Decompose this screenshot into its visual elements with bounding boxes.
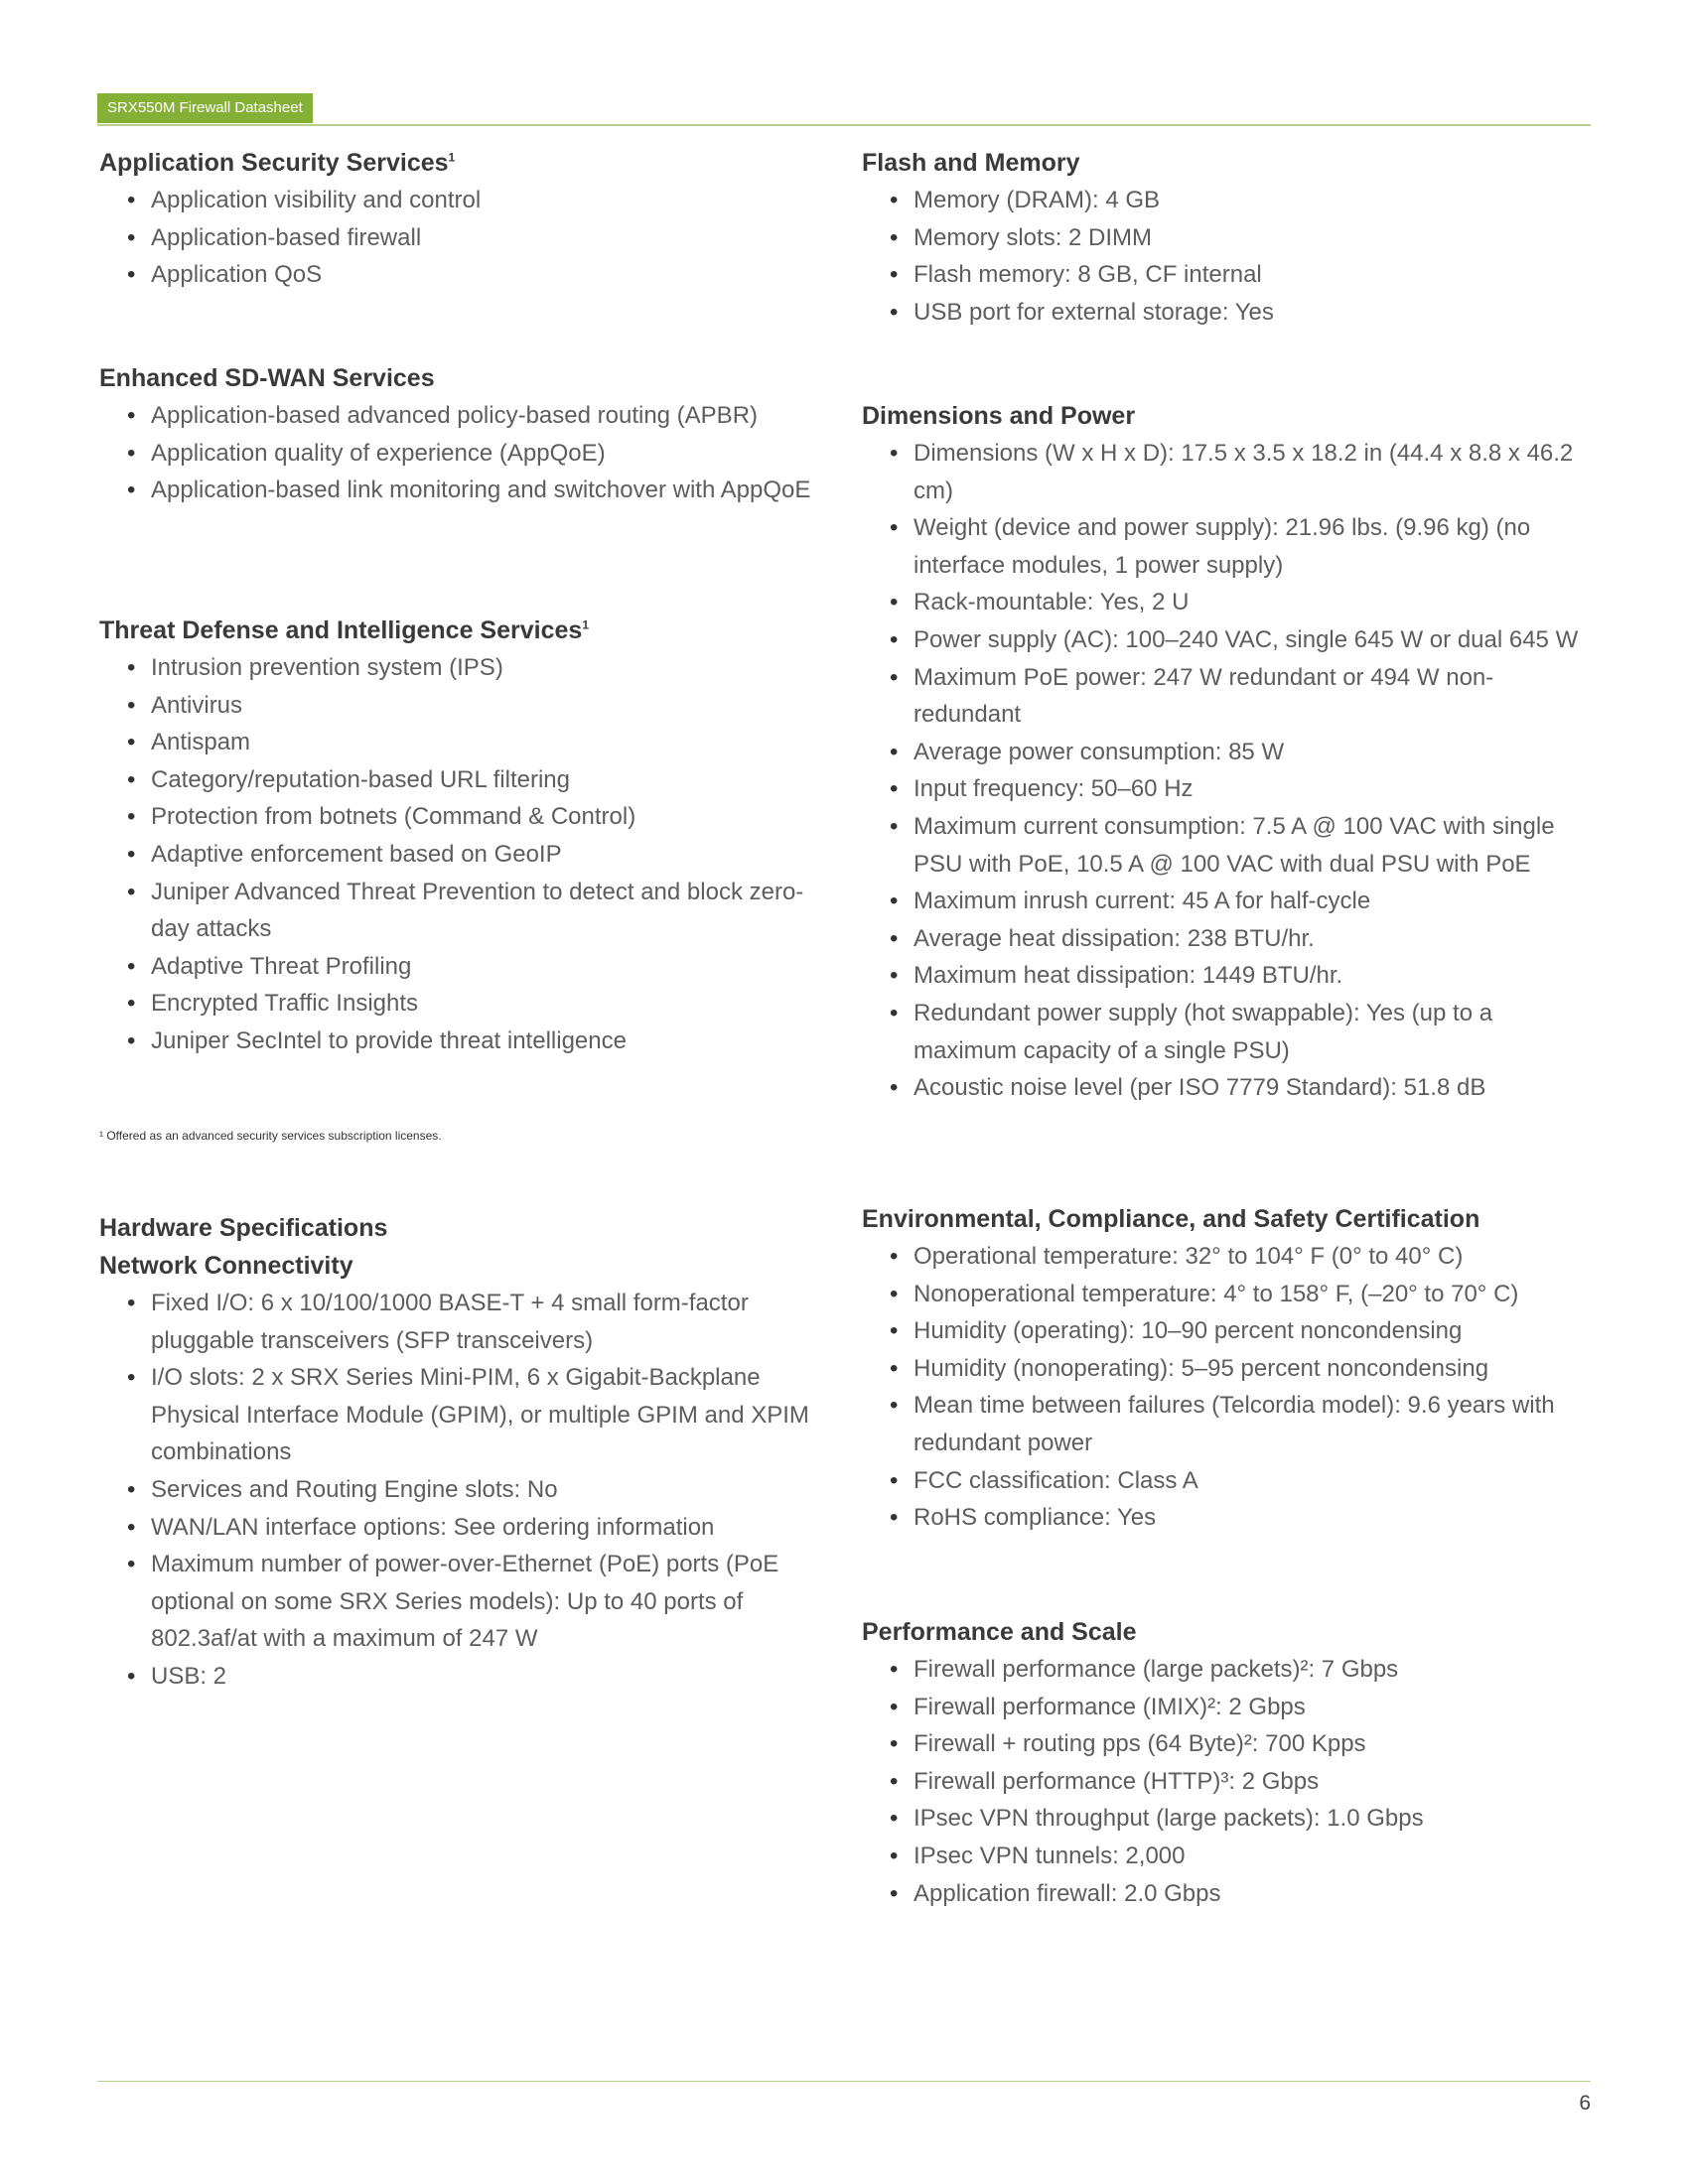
- list-item: • Firewall performance (HTTP)³: 2 Gbps: [862, 1763, 1597, 1801]
- list-item: • USB port for external storage: Yes: [862, 294, 1597, 332]
- list-item: • IPsec VPN tunnels: 2,000: [862, 1838, 1597, 1875]
- list-item: • I/O slots: 2 x SRX Series Mini-PIM, 6 x Gigabit-Backplane Physical Interface Module (GPIM), or multiple GPIM and XPIM combinations: [99, 1359, 834, 1471]
- list-item: • Maximum heat dissipation: 1449 BTU/hr.: [862, 957, 1597, 995]
- section-title: Hardware Specifications: [99, 1214, 388, 1242]
- list-item: • Adaptive Threat Profiling: [99, 948, 834, 986]
- section-hardware-specifications: [99, 1209, 834, 1696]
- list-item: • Dimensions (W x H x D): 17.5 x 3.5 x 18.2 in (44.4 x 8.8 x 46.2 cm): [862, 435, 1597, 509]
- list-item: • Operational temperature: 32° to 104° F (0° to 40° C): [862, 1238, 1597, 1276]
- list-item: • Adaptive enforcement based on GeoIP: [99, 836, 834, 874]
- list-item: • Application visibility and control: [99, 182, 834, 219]
- list-item: • Category/reputation-based URL filtering: [99, 761, 834, 799]
- list-item: • Memory slots: 2 DIMM: [862, 219, 1597, 257]
- list-item: • RoHS compliance: Yes: [862, 1499, 1597, 1537]
- section-title: Environmental, Compliance, and Safety Certification: [862, 1205, 1480, 1233]
- list-item: • Juniper SecIntel to provide threat intelligence: [99, 1023, 834, 1060]
- section-title: Application Security Services$^1$: [99, 149, 456, 177]
- list-item: • Mean time between failures (Telcordia model): 9.6 years with redundant power: [862, 1387, 1597, 1461]
- list-item: • Nonoperational temperature: 4° to 158° F, (–20° to 70° C): [862, 1276, 1597, 1313]
- list-item: • WAN/LAN interface options: See ordering information: [99, 1509, 834, 1547]
- list-item: • Humidity (operating): 10–90 percent noncondensing: [862, 1312, 1597, 1350]
- section-title: Performance and Scale: [862, 1618, 1137, 1646]
- bullet-list: [862, 1238, 1597, 1537]
- footnote-ref: 1: [582, 617, 589, 632]
- list-item: • Protection from botnets (Command & Control): [99, 798, 834, 836]
- list-item: • Encrypted Traffic Insights: [99, 985, 834, 1023]
- list-item: • Input frequency: 50–60 Hz: [862, 770, 1597, 808]
- list-item: • IPsec VPN throughput (large packets): 1.0 Gbps: [862, 1800, 1597, 1838]
- section-title: Dimensions and Power: [862, 402, 1136, 430]
- section-threat-defense: [99, 612, 834, 1060]
- section-flash-memory: [862, 144, 1597, 331]
- list-item: • Services and Routing Engine slots: No: [99, 1471, 834, 1509]
- bullet-list: [99, 649, 834, 1060]
- list-item: • Antivirus: [99, 687, 834, 725]
- list-item: • Fixed I/O: 6 x 10/100/1000 BASE-T + 4 small form-factor pluggable transceivers (SFP transceivers): [99, 1285, 834, 1359]
- section-title: Threat Defense and Intelligence Services$^1$: [99, 616, 589, 644]
- list-item: • Maximum PoE power: 247 W redundant or 494 W non-redundant: [862, 659, 1597, 734]
- footer-divider: [97, 2081, 1591, 2082]
- list-item: • Weight (device and power supply): 21.96 lbs. (9.96 kg) (no interface modules, 1 power supply): [862, 509, 1597, 584]
- list-item: • Flash memory: 8 GB, CF internal: [862, 256, 1597, 294]
- list-item: • Antispam: [99, 724, 834, 761]
- list-item: • FCC classification: Class A: [862, 1462, 1597, 1500]
- list-item: • Application quality of experience (AppQoE): [99, 435, 834, 473]
- list-item: • Firewall performance (IMIX)²: 2 Gbps: [862, 1689, 1597, 1726]
- list-item: • Memory (DRAM): 4 GB: [862, 182, 1597, 219]
- section-dimensions-power: [862, 397, 1597, 1107]
- list-item: • Maximum number of power-over-Ethernet (PoE) ports (PoE optional on some SRX Series models): Up to 40 ports of 802.3af/at with a maximum of 247 W: [99, 1546, 834, 1658]
- list-item: • Application-based advanced policy-based routing (APBR): [99, 397, 834, 435]
- section-sdwan: [99, 359, 834, 509]
- section-title: Enhanced SD-WAN Services: [99, 364, 435, 392]
- list-item: • Humidity (nonoperating): 5–95 percent noncondensing: [862, 1350, 1597, 1388]
- document-header-tag: SRX550M Firewall Datasheet: [97, 93, 313, 123]
- bullet-list: [99, 182, 834, 294]
- bullet-list: [862, 435, 1597, 1107]
- list-item: • Acoustic noise level (per ISO 7779 Standard): 51.8 dB: [862, 1069, 1597, 1107]
- list-item: • Intrusion prevention system (IPS): [99, 649, 834, 687]
- footnote: ¹ Offered as an advanced security services subscription licenses.: [99, 1129, 442, 1143]
- list-item: • Average power consumption: 85 W: [862, 734, 1597, 771]
- list-item: • Application QoS: [99, 256, 834, 294]
- section-environmental: [862, 1200, 1597, 1537]
- list-item: • Application-based link monitoring and switchover with AppQoE: [99, 472, 834, 509]
- list-item: • Maximum current consumption: 7.5 A @ 100 VAC with single PSU with PoE, 10.5 A @ 100 VAC with dual PSU with PoE: [862, 808, 1597, 883]
- bullet-list: [862, 1651, 1597, 1912]
- list-item: • Power supply (AC): 100–240 VAC, single 645 W or dual 645 W: [862, 621, 1597, 659]
- bullet-list: [99, 1285, 834, 1696]
- footnote-ref: 1: [448, 150, 456, 165]
- list-item: • Redundant power supply (hot swappable): Yes (up to a maximum capacity of a single PSU): [862, 995, 1597, 1069]
- section-subtitle: Network Connectivity: [99, 1252, 353, 1280]
- list-item: • Firewall + routing pps (64 Byte)²: 700 Kpps: [862, 1725, 1597, 1763]
- list-item: • Average heat dissipation: 238 BTU/hr.: [862, 920, 1597, 958]
- section-performance-scale: [862, 1613, 1597, 1912]
- list-item: • Maximum inrush current: 45 A for half-cycle: [862, 883, 1597, 920]
- list-item: • Application firewall: 2.0 Gbps: [862, 1875, 1597, 1913]
- list-item: • Application-based firewall: [99, 219, 834, 257]
- list-item: • Rack-mountable: Yes, 2 U: [862, 584, 1597, 621]
- bullet-list: [862, 182, 1597, 331]
- list-item: • Juniper Advanced Threat Prevention to detect and block zero-day attacks: [99, 874, 834, 948]
- section-title: Flash and Memory: [862, 149, 1080, 177]
- page-number: 6: [1579, 2092, 1591, 2115]
- header-divider: [97, 124, 1591, 126]
- bullet-list: [99, 397, 834, 509]
- section-application-security: [99, 144, 834, 294]
- list-item: • Firewall performance (large packets)²: 7 Gbps: [862, 1651, 1597, 1689]
- list-item: • USB: 2: [99, 1658, 834, 1696]
